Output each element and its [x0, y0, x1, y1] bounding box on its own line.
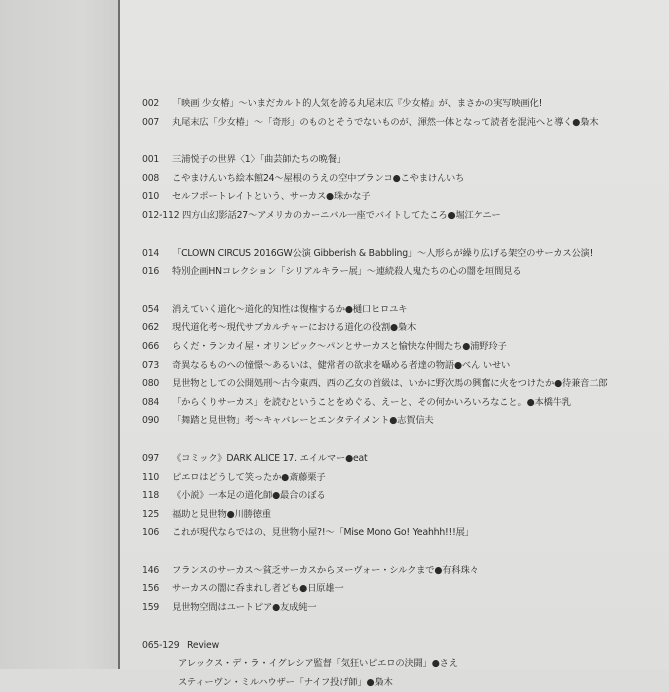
entry-title: 福助と見世物●川勝徳重 [172, 508, 271, 520]
toc-entry[interactable] [142, 95, 662, 114]
toc-entry[interactable] [142, 599, 662, 618]
toc-entry[interactable] [142, 487, 662, 506]
entry-title: 《小説》一本足の道化師●最合のぼる [172, 490, 326, 502]
section-gap [142, 431, 662, 450]
entry-title: 現代道化考〜現代サブカルチャーにおける道化の役割●梟木 [172, 322, 417, 334]
toc-entry[interactable] [142, 151, 662, 170]
toc-entry[interactable] [142, 655, 662, 674]
toc-entry[interactable] [142, 357, 662, 376]
toc-entry[interactable] [142, 338, 662, 357]
toc-entry[interactable] [142, 207, 662, 226]
toc-entry-review[interactable] [142, 637, 662, 656]
table-of-contents [142, 95, 662, 692]
entry-title: 丸尾末広「少女椿」〜「奇形」のものとそうでないものが、渾然一体となって読者を混沌へと導く●梟木 [172, 116, 599, 128]
toc-entry[interactable] [142, 580, 662, 599]
page-number: 001 [142, 154, 160, 166]
page-number: 146 [142, 564, 160, 576]
page-number: 054 [142, 303, 160, 315]
toc-entry[interactable] [142, 524, 662, 543]
page-number: 007 [142, 116, 160, 128]
page-number: 125 [142, 508, 160, 520]
page-number: 073 [142, 359, 160, 371]
entry-title: 消えていく道化〜道化的知性は復権するか●樋口ヒロユキ [172, 303, 408, 315]
entry-title: セルフポートレイトという、サーカス●珠かな子 [172, 191, 371, 203]
entry-title: こやまけんいち絵本館24〜屋根のうえの空中ブランコ●こやまけんいち [172, 172, 465, 184]
page-number: 002 [142, 98, 160, 109]
toc-entry[interactable] [142, 394, 662, 413]
entry-title: Review [187, 639, 219, 651]
toc-entry[interactable] [142, 114, 662, 133]
page-number: 010 [142, 191, 160, 203]
page-number: 062 [142, 322, 160, 334]
toc-entry[interactable] [142, 263, 662, 282]
entry-title: 「CLOWN CIRCUS 2016GW公演 Gibberish & Babbling」〜人形らが繰り広げる架空のサーカス公演! [172, 247, 594, 259]
entry-title: 三浦悦子の世界〈1〉「曲芸師たちの晩餐」 [172, 154, 346, 166]
entry-title: らくだ・ランカイ屋・オリンピック〜パンとサーカスと愉快な仲間たち●浦野玲子 [172, 340, 507, 352]
entry-title: スティーヴン・ミルハウザー「ナイフ投げ師」●梟木 [178, 676, 393, 688]
page-number: 106 [142, 527, 160, 539]
toc-entry[interactable] [142, 674, 662, 692]
entry-title: 特別企画HNコレクション「シリアルキラー展」〜連続殺人鬼たちの心の闇を垣間見る [172, 266, 522, 278]
page-number: 066 [142, 340, 160, 352]
entry-title: 《コミック》DARK ALICE 17. エイルマー●eat [172, 452, 368, 464]
toc-entry[interactable] [142, 301, 662, 320]
page-number: 110 [142, 471, 160, 483]
entry-title: 奇異なるものへの憧憬〜あるいは、健常者の欲求を囁める者達の物語●べん いせい [172, 359, 511, 371]
page-number: 159 [142, 602, 160, 614]
section-gap [142, 132, 662, 151]
page-number: 156 [142, 583, 160, 595]
toc-entry[interactable] [142, 469, 662, 488]
page-number: 012-112 [142, 209, 180, 221]
page-number: 090 [142, 415, 160, 427]
toc-entry[interactable] [142, 188, 662, 207]
page-number: 080 [142, 378, 160, 390]
entry-title: フランスのサーカス〜貧乏サーカスからヌーヴォー・シルクまで●有科珠々 [172, 564, 479, 576]
toc-entry[interactable] [142, 562, 662, 581]
page-number: 084 [142, 396, 160, 408]
page-number: 014 [142, 247, 160, 259]
page-number: 065-129 [142, 639, 180, 651]
toc-entry[interactable] [142, 412, 662, 431]
page-number: 008 [142, 172, 160, 184]
toc-entry[interactable] [142, 450, 662, 469]
entry-title: 「映画 少女椿」〜いまだカルト的人気を誇る丸尾末広『少女椿』が、まさかの実写映画化! [172, 98, 543, 109]
page-number: 118 [142, 490, 160, 502]
section-gap [142, 543, 662, 562]
page-number: 097 [142, 452, 160, 464]
entry-title: サーカスの闇に呑まれし者ども●日原雄一 [172, 583, 344, 595]
entry-title: これが現代ならではの、見世物小屋?!〜「Mise Mono Go! Yeahhh!!!展」 [172, 527, 474, 539]
entry-title: 見世物空間はユートピア●友成純一 [172, 602, 317, 614]
section-gap [142, 226, 662, 245]
entry-title: アレックス・デ・ラ・イグレシア監督「気狂いピエロの決闘」●さえ [178, 658, 458, 670]
toc-entry[interactable] [142, 245, 662, 264]
binding-gutter [0, 0, 118, 669]
entry-title: 「からくりサーカス」を読むということをめぐる、えーと、その何かいろいろなこと。●本橋牛乳 [172, 396, 571, 408]
toc-entry[interactable] [142, 506, 662, 525]
toc-entry[interactable] [142, 170, 662, 189]
entry-title: 見世物としての公開処刑〜古今東西、西の乙女の首級は、いかに野次馬の興奮に火をつけたか●待兼音二郎 [172, 378, 608, 390]
section-gap [142, 282, 662, 301]
entry-title: ピエロはどうして笑ったか●斎藤栗子 [172, 471, 326, 483]
toc-entry[interactable] [142, 319, 662, 338]
entry-title: 四方山幻影話27〜アメリカのカーニバル一座でバイトしてたころ●堀江ケニー [182, 209, 501, 221]
page-number: 016 [142, 266, 160, 278]
section-gap [142, 618, 662, 637]
entry-title: 「舞踏と見世物」考〜キャバレーとエンタテイメント●志賀信夫 [172, 415, 434, 427]
toc-entry[interactable] [142, 375, 662, 394]
